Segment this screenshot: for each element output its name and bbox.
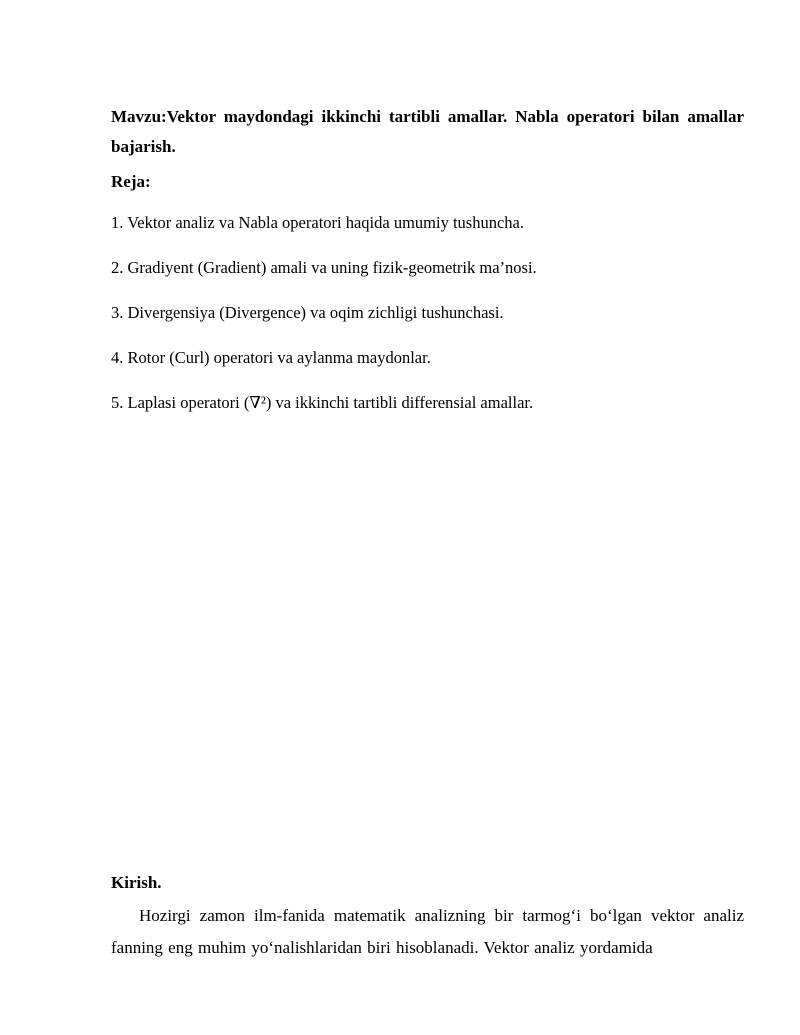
plan-item: 5. Laplasi operatori (∇²) va ikkinchi tartibli differensial amallar.: [111, 393, 534, 412]
plan-list: [111, 210, 744, 435]
plan-item: 4. Rotor (Curl) operatori va aylanma maydonlar.: [111, 348, 431, 367]
plan-item: 1. Vektor analiz va Nabla operatori haqida umumiy tushuncha.: [111, 213, 524, 232]
plan-heading: Reja:: [111, 172, 151, 191]
plan-item: 3. Divergensiya (Divergence) va oqim zichligi tushunchasi.: [111, 303, 504, 322]
plan-item: 2. Gradiyent (Gradient) amali va uning fizik-geometrik ma’nosi.: [111, 258, 537, 277]
intro-paragraph: Hozirgi zamon ilm-fanida matematik analizning bir tarmog‘i bo‘lgan vektor analiz fanning eng muhim yo‘nalishlaridan biri hisoblanadi. Vektor analiz yordamida: [111, 906, 744, 957]
intro-heading: Kirish.: [111, 873, 162, 892]
document-title: Mavzu:Vektor maydondagi ikkinchi tartibli amallar. Nabla operatori bilan amallar bajarish.: [111, 107, 744, 156]
